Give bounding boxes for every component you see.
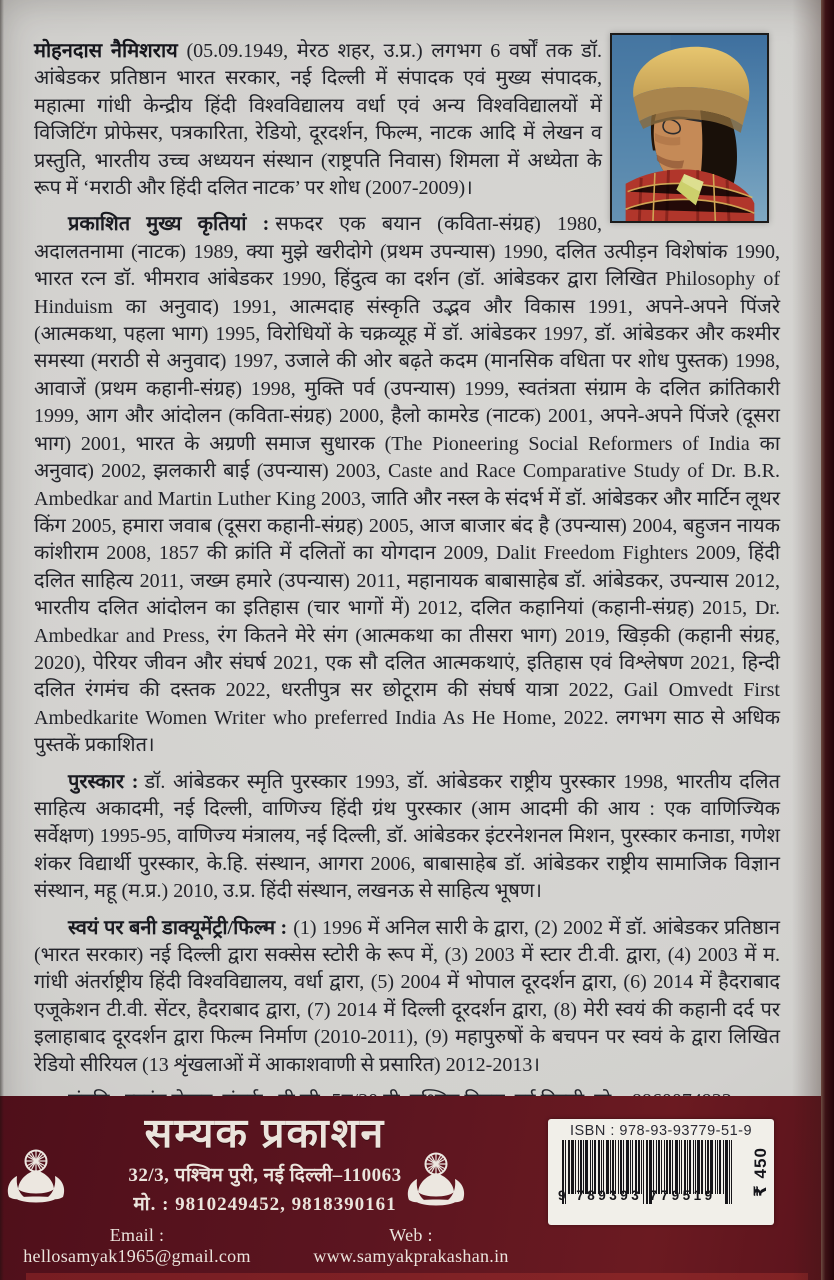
publisher-address: 32/3, पश्चिम पुरी, नई दिल्ली–110063 [128, 1165, 402, 1187]
page-edge-shadow [792, 0, 822, 1280]
publications-text: सफदर एक बयान (कविता-संग्रह) 1980, अदालतनामा (नाटक) 1989, क्या मुझे खरीदोगे (प्रथम उपन्यास) 1990, दलित उत्पीड़न विशेषांक 1990, भारत रत्न डॉ. भीमराव आंबेडकर 1990, हिंदुत्व का दर्शन (डॉ. आंबेडकर द्वारा लिखित Philosophy of Hinduism का अनुवाद) 1991, आत्मदाह संस्कृति उद्भव और विकास 1991, अपने-अपने पिंजरे (आत्मकथा, पहला भाग) 1995, विरोधियों के चक्रव्यूह में डॉ. आंबेडकर 1997, डॉ. आंबेडकर और कश्मीर समस्या (मराठी से अनुवाद) 1997, उजाले की ओर बढ़ते कदम (मानसिक वधिता पर शोध पुस्तक) 1998, आवाजें (प्रथम कहानी-संग्रह) 1998, मुक्ति पर्व (उपन्यास) 1999, स्वतंत्रता संग्राम के दलित क्रांतिकारी 1999, आग और आंदोलन (कविता-संग्रह) 2000, हैलो कामरेड (नाटक) 2001, अपने-अपने पिंजरे (दूसरा भाग) 2001, भारत के अग्रणी समाज सुधारक (The Pioneering Social Reformers of India का अनुवाद) 2002, झलकारी बाई (उपन्यास) 2003, Caste and Race Comparative Study of Dr. B.R. Ambedkar and Martin Luther King 2003, जाति और नस्ल के संदर्भ में डॉ. आंबेडकर और मार्टिन लूथर किंग 2005, हमारा जवाब (दूसरा कहानी-संग्रह) 2005, आज बाजार बंद है (उपन्यास) 2004, बहुजन नायक कांशीराम 2008, 1857 की क्रांति में दलितों का योगदान 2009, Dalit Freedom Fighters 2009, हिंदी दलित साहित्य 2011, जख्म हमारे (उपन्यास) 2011, महानायक बाबासाहेब डॉ. आंबेडकर, उपन्यास 2012, भारतीय दलित आंदोलन का इतिहास (चार भागों में) 2012, दलित कहानियां (कहानी-संग्रह) 2015, Dr. Ambedkar and Press, रंग कितने मेरे संग (आत्मकथा का तीसरा भाग) 2019, खिड़की (कहानी संग्रह, 2020), पेरियर जीवन और संघर्ष 2021, एक सौ दलित आत्मकथाएं, इतिहास एवं विश्लेषण 2021, हिन्दी दलित रंगमंच की दस्तक 2022, धरतीपुत्र सर छोटूराम की संघर्ष यात्रा 2022, Gail Omvedt First Ambedkarite Women Writer who preferred India As He Home, 2022. लगभग साठ से अधिक पुस्तकें प्रकाशित। [34, 213, 780, 757]
publisher-email: Email : hellosamyak1965@gmail.com [23, 1225, 251, 1267]
photo-wrap-spacer [602, 38, 780, 230]
barcode-digits: 9 789393 779519 [558, 1188, 716, 1203]
publisher-band [0, 1096, 834, 1280]
publisher-name: सम्यक प्रकाशन [144, 1110, 386, 1156]
publisher-website: Web : www.samyakprakashan.in [313, 1225, 509, 1267]
films-heading: स्वयं पर बनी डाक्यूमेंट्री/फिल्म : [68, 916, 288, 939]
bio-intro-text: (05.09.1949, मेरठ शहर, उ.प्र.) लगभग 6 वर्षों तक डॉ. आंबेडकर प्रतिष्ठान भारत सरकार, नई दिल्ली में संपादक एवं मुख्य संपादक, महात्मा गांधी केन्द्रीय हिंदी विश्वविद्यालय वर्धा एवं अन्य विश्वविद्यालयों में विजिटिंग प्रोफेसर, पत्रकारिता, रेडियो, दूरदर्शन, फिल्म, नाटक आदि में लेखन व प्रस्तुति, भारतीय उच्च अध्ययन संस्थान (राष्ट्रपति निवास) शिमला में अध्येता के रूप में ‘मराठी और हिंदी दलित नाटक’ पर शोध (2007-2009)। [34, 40, 603, 200]
publisher-contact-row [4, 1225, 524, 1267]
publications-paragraph [34, 211, 780, 759]
films-paragraph [34, 915, 780, 1079]
author-name: मोहनदास नैमिशराय [34, 40, 178, 62]
left-edge-shadow [0, 0, 4, 1280]
publisher-section [22, 1110, 508, 1267]
films-text: (1) 1996 में अनिल सारी के द्वारा, (2) 2002 में डॉ. आंबेडकर प्रतिष्ठान (भारत सरकार) नई दिल्ली द्वारा सक्सेस स्टोरी के रूप में, (3) 2003 में स्टार टी.वी. द्वारा, (4) 2003 में म. गांधी अंतर्राष्ट्रीय हिंदी विश्वविद्यालय, वर्धा द्वारा, (5) 2004 में भोपाल दूरदर्शन द्वारा, (6) 2014 में हैदराबाद एजूकेशन टी.वी. सेंटर, हैदराबाद द्वारा, (7) 2014 में दिल्ली दूरदर्शन द्वारा, (8) मेरी स्वयं की कहानी दर्द पर इलाहाबाद दूरदर्शन द्वारा फिल्म निर्माण (2010-2011), (9) महापुरुषों के बचपन पर स्वयं के द्वारा लिखित रेडियो सीरियल (13 शृंखलाओं में आकाशवाणी से प्रसारित) 2012-2013। [34, 916, 780, 1076]
publications-heading: प्रकाशित मुख्य कृतियां : [68, 213, 270, 236]
awards-heading: पुरस्कार : [68, 770, 139, 793]
publisher-phone: मो. : 9810249452, 9818390161 [133, 1194, 397, 1216]
book-spine-edge [821, 0, 834, 1280]
author-bio-text [34, 38, 780, 1094]
awards-paragraph [34, 769, 780, 906]
awards-text: डॉ. आंबेडकर स्मृति पुरस्कार 1993, डॉ. आंबेडकर राष्ट्रीय पुरस्कार 1998, भारतीय दलित साहित्य अकादमी, नई दिल्ली, वाणिज्य हिंदी ग्रंथ पुरस्कार (आम आदमी की आय : एक वाणिज्यिक सर्वेक्षण) 1995-95, वाणिज्य मंत्रालय, नई दिल्ली, डॉ. आंबेडकर इंटरनेशनल मिशन, पुरस्कार कनाडा, गणेश शंकर विद्यार्थी पुरस्कार, के.हि. संस्थान, आगरा 2006, बाबासाहेब डॉ. आंबेडकर राष्ट्रीय सामाजिक विज्ञान संस्थान, महू (म.प्र.) 2010, उ.प्र. हिंदी संस्थान, लखनऊ से साहित्य भूषण। [34, 770, 780, 903]
isbn-text: ISBN : 978-93-93779-51-9 [569, 1123, 753, 1139]
isbn-barcode-box [548, 1119, 774, 1225]
price-tag: ₹ 450 [751, 1147, 770, 1197]
